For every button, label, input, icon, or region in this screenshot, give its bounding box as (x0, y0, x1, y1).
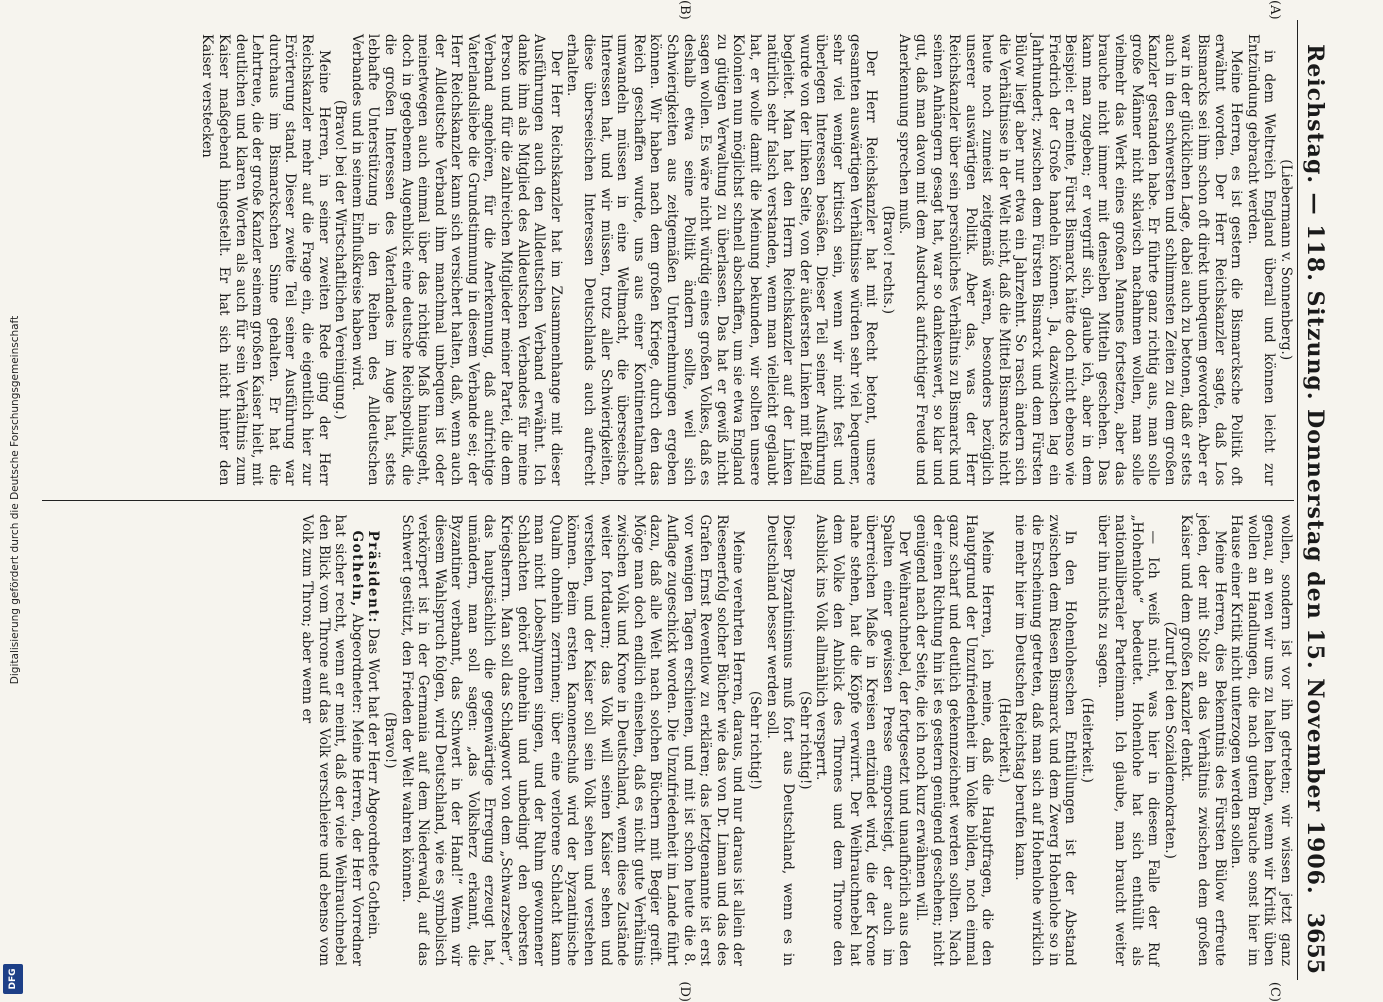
speech-text: Das Wort hat der Herr Abgeordnete Gothein. (364, 628, 381, 940)
paragraph: In den Hohenloheschen Enthüllungen ist der Abstand zwischen dem Riesen Bismarck und dem Zwerg Hohenlohe so in die Erscheinung getreten, daß man sich auf Hohenlohe wirklich nie mehr hier im Deutschen Reichstag berufen kann. (1012, 514, 1078, 966)
interjection: (Bravo! rechts.) (879, 205, 896, 315)
interjection: (Sehr richtig!) (746, 690, 763, 790)
interjection: (Sehr richtig!) (796, 690, 813, 790)
paragraph: Der Herr Reichskanzler hat mit Recht betont, unsere gesamten auswärtigen Verhältnisse würden sehr viel bequemer, sehr viel weniger kritisch sein, wenn wir nicht fest und überlegen Interessen besäßen. Dieser Teil seiner Ausführung wurde von der linken Seite, von der äußersten Linken mit Beifall begleitet. Man hat den Herrn Reichskanzler auf der Linken natürlich sehr falsch verstanden, wenn man vielleicht geglaubt hat, er wolle damit die Meinung bekunden, wir sollten unsere Kolonien nun möglichst schnell abschaffen, um sie etwa England zu gütigen Verwaltung zu überlassen. Das hat er gewiß nicht sagen wollen. Es wäre nicht würdig eines großen Volkes, daß es deshalb etwa seine Politik ändern sollte, weil sich Schwierigkeiten aus zeitgemäßen Unternehmungen ergeben können. Wir haben nach dem großen Kriege, durch den das Reich geschaffen wurde, uns aus einer Kontinentalmacht umwandeln müssen in eine Weltmacht, die überseeische Interessen hat, und wir müssen, trotz aller Schwierigkeiten, diese überseeischen Interessen Deutschlands auch aufrecht erhalten. (563, 34, 879, 486)
paragraph: Meine Herren, dies Bekenntnis des Fürsten Bülow erfreute jeden, der mit Stolz an das Verhältnis zwischen dem großen Kaiser und dem großen Kanzler denkt. (1177, 514, 1228, 966)
dfg-logo (3, 964, 23, 994)
dfg-logo-text: DFG (8, 968, 18, 990)
paragraph: Meine verehrten Herren, daraus, und nur daraus ist allein der Riesenerfolg solcher Bücher wie das von Dr. Liman und das des Grafen Ernst Reventlow zu erklären; das letztgenannte ist erst vor wenigen Tagen erschienen, und mit ist schon heute die 8. Auflage zugeschickt worden. Die Unzufriedenheit im Lande führt dazu, daß alle Welt nach solchen Büchern mit Begier greift. Möge man doch endlich einsehen, daß es nicht gute Verhältnis zwischen Volk und Krone in Deutschland, wenn diese Zustände weiter fortdauern; das Volk will seinen Kaiser sehen und verstehen, und der Kaiser soll sein Volk sehen und verstehen können. Beim ersten Kanonenschuß wird der byzantinische Qualm ohnehin zerrinnen; über eine verlorene Schlacht kann man nicht Lobeshymnen singen, und der Ruhm gewonnener Schlachten gehört ohnehin und unbedingt den obersten Kriegsherrn. Man soll das Schlagwort von dem „Schwarzseher“, das hauptsächlich die gegenwärtige Erregung erzeugt hat, umändern, man soll sagen: „das Volksherz erkannt, die Byzantiner verbannt, das Schwert in der Hand!“ Wenn wir diesem Wahlspruch folgen, wird Deutschland, wie es symbolisch verkörpert ist in der Germania auf dem Niederwald, auf das Schwert gestützt, den Frieden der Welt wahren können. (398, 514, 746, 966)
paragraph: Dieser Byzantinismus muß fort aus Deutschland, wenn es in Deutschland besser werden soll. (763, 514, 796, 966)
interjection: (Heiterkeit.) (1078, 697, 1095, 783)
paragraph: wollen, sondern ist vor ihn getreten; wir wissen jetzt ganz genau, an wen wir uns zu halten haben, wenn wir Kritik üben wollen an Handlungen, die nach gutem Brauche sonst hier im Hause einer Kritik nicht unterzogen werden sollen. (1227, 514, 1294, 966)
speech-text: Abgeordneter: Meine Herren, der Herr Vorredner hat sicher recht, wenn er meint, daß der viele Weihrauchnebel den Blick vom Throne auf das Volk verschleiere und ebenso vom Volk zum Thron; aber wenn er (298, 514, 365, 966)
rotated-page-content (42, 0, 1342, 1002)
page-header (1297, 20, 1342, 980)
right-column (42, 500, 1294, 981)
paragraph: Der Weihrauchnebel, der fortgesetzt und unaufhörlich aus den Spalten einer gewissen Presse emporsteigt, der auch im überreichen Maße in Kreisen entzündet wird, die der Krone nahe stehen, hat die Köpfe verwirrt. Der Weihrauchnebel hat dem Volke den Anblick des Thrones und dem Throne den Ausblick ins Volk allmählich versperrt. (812, 514, 912, 966)
speaker-name: Gothein, (348, 530, 365, 608)
margin-marker-d: (D) (676, 981, 692, 1002)
margin-marker-b: (B) (676, 0, 692, 20)
left-column (42, 20, 1294, 500)
margin-marker-a: (A) (1266, 0, 1282, 20)
digitization-credit (0, 0, 30, 1000)
speaker-heading: (Liebermann v. Sonnenberg.) (1277, 159, 1294, 361)
paragraph: Meine Herren, in seiner zweiten Rede ging der Herr Reichskanzler mehr auf die Frage ein, die eigentlich hier zur Erörterung stand. Dieser zweite Teil seiner Ausführung war durchaus im Bismarckschen Sinne gehalten. Er hat die Lehrtreue, die der große Kanzler seinem großen Kaiser hielt, mit deutlichen und klaren Worten als auch für sein Verhältnis zum Kaiser maßgebend hingestellt. Er hat sich nicht hinter den Kaiser verstecken (198, 34, 332, 486)
interjection: (Zuruf bei den Sozialdemokraten.) (1161, 621, 1178, 859)
page-number: 3655 (1301, 912, 1328, 974)
text-columns (42, 20, 1294, 980)
speech-intro (298, 515, 364, 967)
speech-intro (364, 515, 381, 967)
speaker-name: Präsident: (364, 530, 381, 624)
running-head: Reichstag. — 118. Sitzung. Donnerstag den 15. November 1906. (1301, 44, 1328, 895)
interjection: (Bravo! bei der Wirtschaftlichen Vereinigung.) (331, 99, 348, 420)
paragraph: Meine Herren, ich meine, daß die Hauptfragen, die den Hauptgrund der Unzufriedenheit im Volke bilden, noch einmal ganz scharf und deutlich gekennzeichnet werden sollten. Nach der einen Richtung hin ist es gestern genügend geschehen; nicht genügend nach der Seite, die ich noch kurz erwähnen will. (912, 514, 995, 966)
margin-marker-c: (C) (1266, 981, 1282, 1002)
paragraph: Meine Herren, es ist gestern die Bismarcksche Politik oft erwähnt worden. Der Herr Reichskanzler sagte, daß Los Bismarcks sei ihm schon oft direkt unbequem geworden. Aber er war in der glücklichen Lage, dabei auch zu betonen, daß er stets auch in den schwersten und schlimmsten Zeiten zu dem großen Kanzler gestanden habe. Er führte ganz richtig aus, man solle große Männer nicht sklavisch nachahmen wollen, man solle vielmehr das Werk eines großen Mannes fortsetzen, aber das brauche nicht immer mit denselben Mitteln geschehen. Das kann man zugeben; er vergriff sich, glaube ich, aber in dem Beispiel: er meinte, Fürst Bismarck hätte doch nicht ebenso wie Friedrich der Große handeln können. Ja, dazwischen lag ein Jahrhundert; zwischen dem Fürsten Bismarck und dem Fürsten Bülow liegt aber nur etwa ein Jahrzehnt. So rasch ändern sich die Verhältnisse in der Welt nicht, daß die Mittel Bismarcks nicht heute noch zumeist zeitgemäß wären, besonders bezüglich unserer auswärtigen Politik. Aber das, was der Herr Reichskanzler über sein persönliches Verhältnis zu Bismarck und seinen Anhängern gesagt hat, war so dankenswert, so klar und gut, daß man davon mit dem Ausdruck aufrichtiger Freude und Anerkennung sprechen muß. (895, 34, 1244, 486)
paragraph: in dem Weltreich England überall und können leicht zur Entzündung gebracht werden. (1244, 34, 1277, 486)
paragraph: Der Herr Reichskanzler hat im Zusammenhange mit dieser Ausführungen auch den Alldeutschen Verband erwähnt. Ich danke ihm als Mitglied des Alldeutschen Verbandes für meine Person und für die zahlreichen Mitglieder meiner Partei, die dem Verband angehören, für die Anerkennung, daß aufrichtige Vaterlandsliebe die Grundstimmung in diesem Verbande sei; der Herr Reichskanzler kann sich versichert halten, daß, wenn auch der Alldeutsche Verband ihm manchmal unbequem ist oder meinetwegen auch einmal über das richtige Maß hinausgeht, doch in gegebenem Augenblick eine deutsche Reichspolitik, die die großen Interessen des Vaterlandes im Auge hat, stets lebhafte Unterstützung in den Reihen des Alldeutschen Verbandes und in seinem Einflußkreise haben wird. (348, 34, 564, 486)
interjection: (Bravo!) (381, 711, 398, 769)
interjection: (Heiterkeit.) (995, 697, 1012, 783)
digitization-credit-text: Digitalisierung gefördert durch die Deutsche Forschungsgemeinschaft (9, 315, 21, 685)
paragraph: — Ich weiß nicht, was hier in diesem Falle der Ruf „Hohenlohe“ bedeutet. Hohenlohe hat sich enthüllt als nationalliberaler Parteimann. Ich glaube, man braucht weiter über ihn nichts zu sagen. (1094, 514, 1161, 966)
